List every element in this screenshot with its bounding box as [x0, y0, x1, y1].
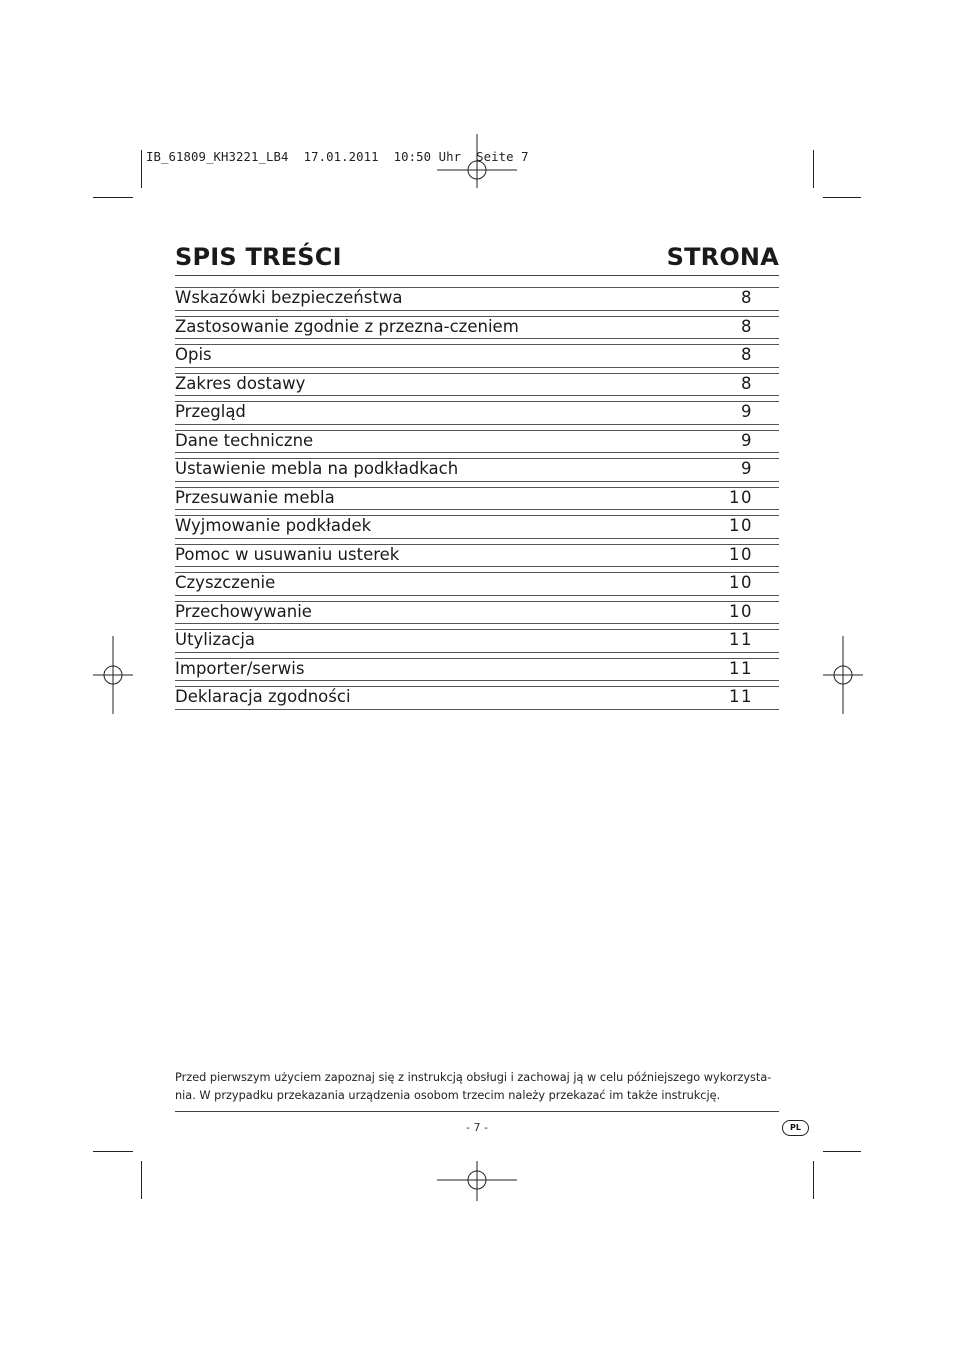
toc-entry-page: 10: [729, 601, 753, 621]
toc-entry-label: Utylizacja: [175, 630, 256, 649]
toc-entry-page: 11: [729, 687, 753, 706]
toc-entry[interactable]: [175, 344, 779, 368]
toc-entry-page: 11: [729, 630, 753, 649]
toc-entry[interactable]: [175, 373, 779, 397]
toc-entry-label: Wyjmowanie podkładek: [175, 516, 372, 535]
toc-entry-label: Deklaracja zgodności: [175, 687, 351, 706]
toc-entry-page: 8: [741, 373, 753, 393]
usage-note: [175, 1069, 779, 1105]
toc-entry-label: Importer/serwis: [175, 658, 305, 678]
toc-entry-label: Opis: [175, 345, 212, 364]
toc-entry[interactable]: [175, 401, 779, 425]
toc-entry-label: Przechowywanie: [175, 601, 312, 621]
crop-mark: [813, 150, 814, 188]
toc-entry-label: Przegląd: [175, 402, 246, 421]
crop-mark: [141, 150, 142, 188]
crop-mark: [141, 1161, 142, 1199]
registration-mark-icon: [437, 132, 517, 188]
registration-mark-icon: [823, 636, 863, 714]
toc-entry[interactable]: [175, 601, 779, 625]
toc-entry-label: Dane techniczne: [175, 430, 314, 450]
toc-entry[interactable]: [175, 316, 779, 340]
language-badge: PL: [782, 1120, 809, 1136]
crop-mark: [823, 197, 861, 198]
toc-entry[interactable]: [175, 686, 779, 710]
toc-entry-page: 10: [729, 487, 753, 507]
crop-mark: [813, 1161, 814, 1199]
usage-note-line: Przed pierwszym użyciem zapoznaj się z instrukcją obsługi i zachowaj ją w celu późniejszego wykorzysta-: [175, 1071, 772, 1084]
toc-entry-label: Przesuwanie mebla: [175, 487, 335, 507]
divider: [175, 1111, 779, 1112]
toc-entry[interactable]: [175, 515, 779, 539]
toc-entry[interactable]: [175, 487, 779, 511]
registration-mark-icon: [437, 1161, 517, 1201]
toc-entry-page: 8: [741, 288, 753, 307]
toc-entry-page: 10: [729, 516, 753, 535]
toc-title: SPIS TREŚCI: [175, 243, 342, 271]
toc-entry-page: 10: [729, 544, 753, 564]
toc-entry-page: 8: [741, 316, 753, 336]
toc-entry-label: Zastosowanie zgodnie z przezna-czeniem: [175, 316, 519, 336]
usage-note-line: nia. W przypadku przekazania urządzenia osobom trzecim należy przekazać im także instrukcję.: [175, 1089, 721, 1102]
page-number: - 7 -: [466, 1121, 488, 1134]
toc-list: [175, 287, 779, 715]
toc-entry[interactable]: [175, 287, 779, 311]
toc-entry[interactable]: [175, 629, 779, 653]
toc-entry[interactable]: [175, 658, 779, 682]
toc-entry[interactable]: [175, 458, 779, 482]
toc-header: [175, 243, 779, 276]
crop-mark: [823, 1151, 861, 1152]
toc-entry-label: Wskazówki bezpieczeństwa: [175, 288, 403, 307]
toc-entry-page: 9: [741, 459, 753, 478]
registration-mark-icon: [93, 636, 133, 714]
toc-entry[interactable]: [175, 430, 779, 454]
toc-entry-label: Ustawienie mebla na podkładkach: [175, 459, 459, 478]
crop-mark: [93, 197, 133, 198]
crop-mark: [93, 1151, 133, 1152]
toc-entry-page: 8: [741, 345, 753, 364]
toc-entry-label: Czyszczenie: [175, 573, 276, 592]
toc-entry-page: 10: [729, 573, 753, 592]
toc-entry-label: Pomoc w usuwaniu usterek: [175, 544, 400, 564]
toc-entry-page: 9: [741, 402, 753, 421]
toc-entry-page: 11: [729, 658, 753, 678]
toc-entry[interactable]: [175, 544, 779, 568]
toc-entry-label: Zakres dostawy: [175, 373, 306, 393]
toc-entry[interactable]: [175, 572, 779, 596]
toc-entry-page: 9: [741, 430, 753, 450]
print-slug: IB_61809_KH3221_LB4 17.01.2011 10:50 Uhr Seite 7: [146, 150, 529, 164]
toc-page-label: STRONA: [666, 243, 779, 271]
